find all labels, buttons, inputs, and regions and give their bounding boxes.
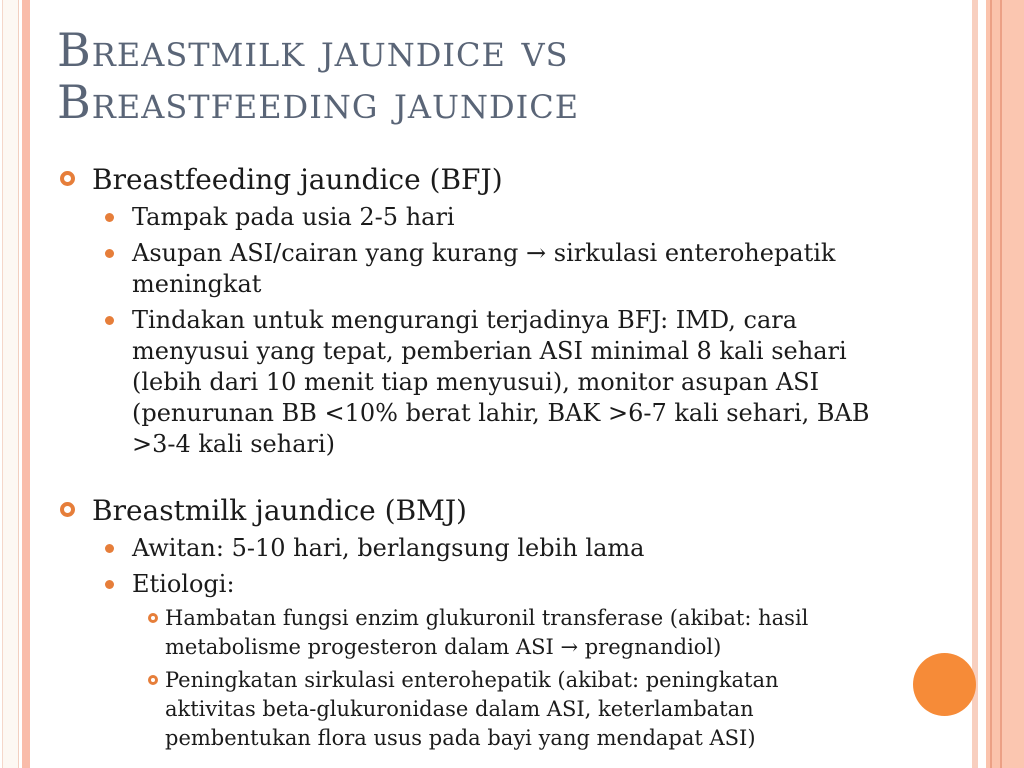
bullet-text: Tampak pada usia 2-5 hari: [132, 203, 455, 231]
bullet-item-level1: [57, 493, 917, 528]
bullet-item-level2: [105, 569, 917, 600]
bullet-item-level3: [148, 666, 917, 753]
title-line-1: Breastmilk jaundice vs: [57, 23, 569, 77]
section-heading: Breastfeeding jaundice (BFJ): [92, 163, 503, 196]
section-heading: Breastmilk jaundice (BMJ): [92, 494, 467, 527]
orange-circle-decoration: [913, 653, 976, 716]
bullet-item-level2: [105, 202, 917, 233]
dot-bullet-icon: [105, 213, 114, 222]
section-bfj: [57, 162, 917, 460]
dot-bullet-icon: [105, 249, 114, 258]
bullet-item-level2: [105, 238, 917, 300]
ring-bullet-icon: [60, 502, 75, 517]
dot-bullet-icon: [105, 316, 114, 325]
left-border-stripes: [0, 0, 32, 768]
small-ring-bullet-icon: [148, 613, 158, 623]
bullet-item-level2: [105, 305, 917, 460]
slide-content: [57, 24, 917, 753]
ring-bullet-icon: [60, 171, 75, 186]
section-bmj: [57, 493, 917, 753]
slide-title: [57, 24, 917, 128]
bullet-text: Awitan: 5-10 hari, berlangsung lebih lama: [132, 534, 645, 562]
bullet-text: Hambatan fungsi enzim glukuronil transferase (akibat: hasil metabolisme progesteron dalam ASI → pregnandiol): [165, 606, 809, 659]
bullet-text: Tindakan untuk mengurangi terjadinya BFJ: IMD, cara menyusui yang tepat, pemberian ASI minimal 8 kali sehari (lebih dari 10 menit tiap menyusui), monitor asupan ASI (penurunan BB <10% berat lahir, BAK >6-7 kali sehari, BAB >3-4 kali sehari): [132, 306, 870, 458]
right-border-stripes: [972, 0, 1024, 768]
bullet-text: Asupan ASI/cairan yang kurang → sirkulasi enterohepatik meningkat: [132, 239, 836, 298]
dot-bullet-icon: [105, 544, 114, 553]
bullet-item-level2: [105, 533, 917, 564]
bullet-item-level1: [57, 162, 917, 197]
dot-bullet-icon: [105, 580, 114, 589]
bullet-item-level3: [148, 604, 917, 662]
title-line-2: Breastfeeding jaundice: [57, 75, 580, 129]
bullet-text: Peningkatan sirkulasi enterohepatik (akibat: peningkatan aktivitas beta-glukuronidase dalam ASI, keterlambatan pembentukan flora usus pada bayi yang mendapat ASI): [165, 668, 779, 750]
bullet-text: Etiologi:: [132, 570, 235, 598]
small-ring-bullet-icon: [148, 675, 158, 685]
